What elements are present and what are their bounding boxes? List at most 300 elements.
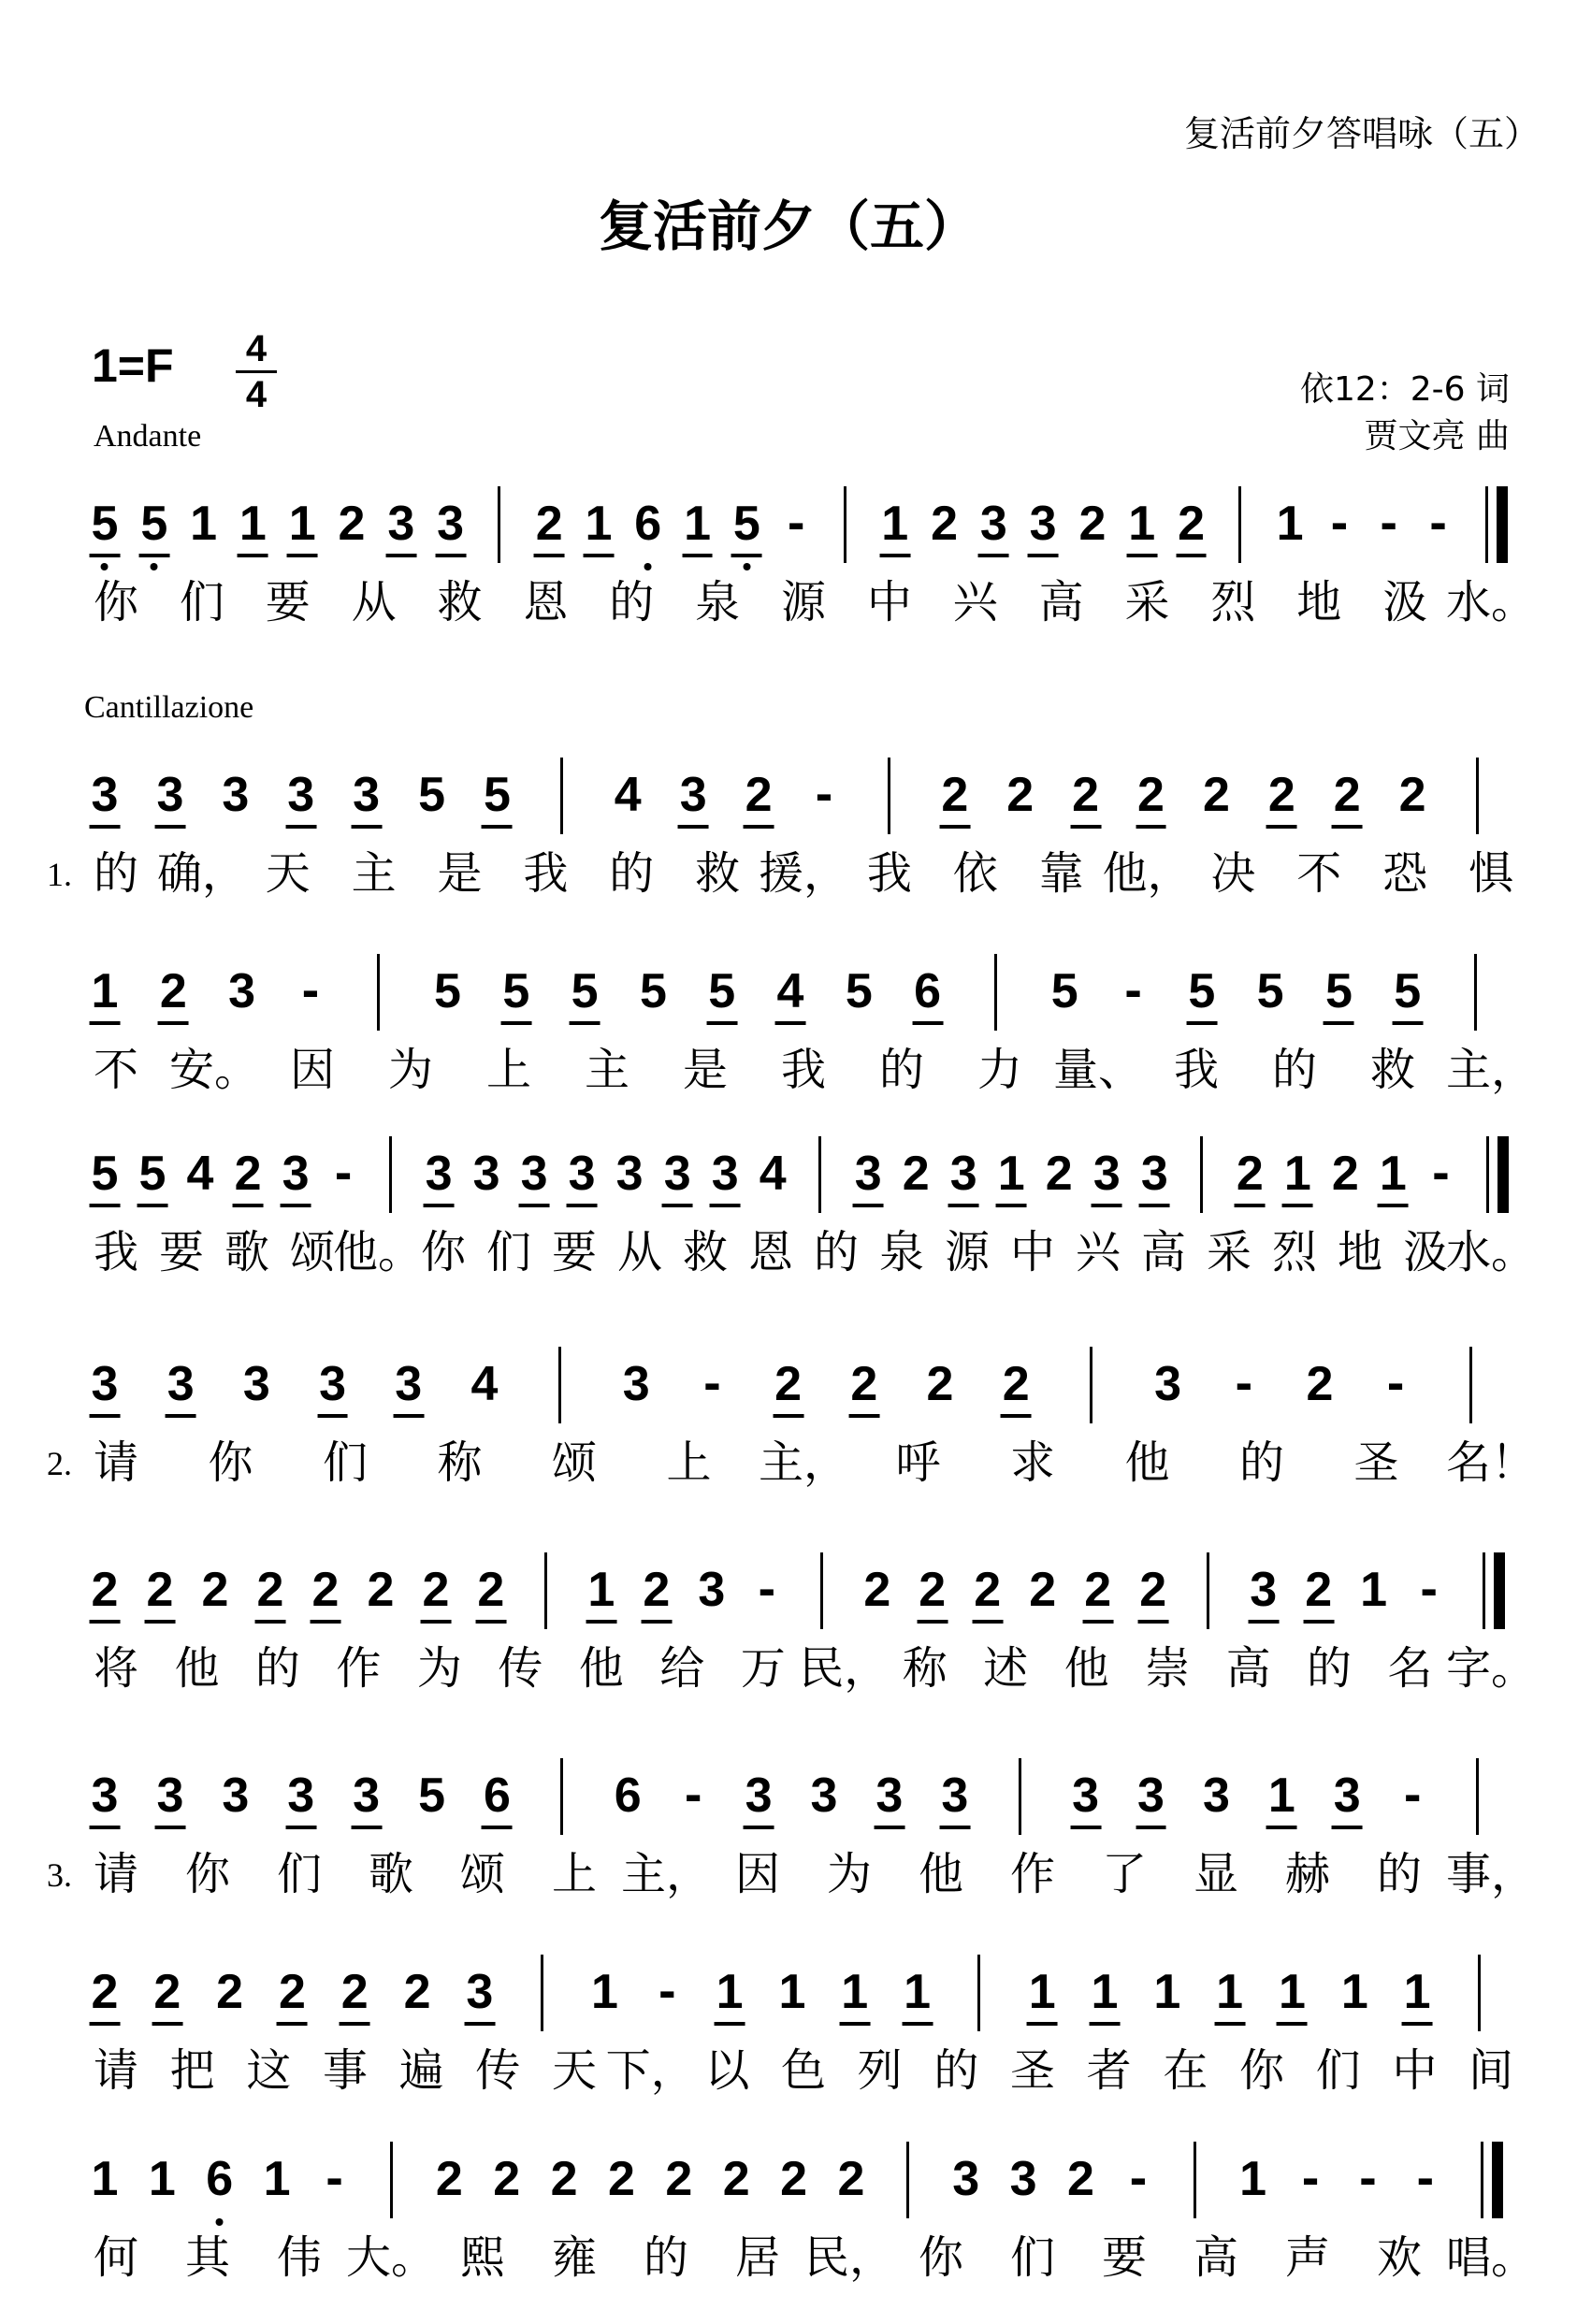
dash-extension: - (684, 1770, 702, 1821)
dash-extension: - (1380, 498, 1398, 549)
note: 1 (1340, 1965, 1368, 2019)
lyric-syllable: 高 (1140, 1226, 1187, 1278)
note: 3 (91, 768, 119, 822)
barline (1090, 1347, 1092, 1423)
note: 2 (216, 1965, 244, 2019)
note: 3 (949, 1147, 977, 1201)
note: 2 (863, 1563, 891, 1617)
lyric-syllable: 称 (902, 1642, 948, 1695)
note: 5 (1050, 964, 1078, 1018)
note: 3 (679, 768, 707, 822)
lyric-syllable: 决 (1210, 847, 1256, 900)
lyric-syllable: 求 (1009, 1436, 1056, 1489)
lyric-syllable: 你 (918, 2231, 964, 2284)
lyric-syllable: 民， (803, 2231, 895, 2284)
note: 2 (1267, 768, 1295, 822)
dash-extension: - (1301, 2154, 1320, 2204)
note: 5 (434, 964, 461, 1018)
note: 4 (759, 1147, 787, 1201)
lyric-syllable: 为 (387, 1044, 434, 1096)
note: 3 (387, 497, 415, 551)
lyric-syllable: 从 (616, 1226, 663, 1278)
note: 3 (810, 1768, 838, 1823)
note: 4 (470, 1357, 499, 1411)
lyric-syllable: 作 (336, 1642, 382, 1695)
note: 1 (1267, 1768, 1295, 1823)
lyric-syllable: 下， (605, 2044, 696, 2097)
score-row (0, 1758, 1577, 1898)
lyric-syllable: 救 (1369, 1044, 1416, 1096)
lyrics-line (0, 847, 1577, 903)
lyric-syllable: 呼 (895, 1436, 941, 1489)
note: 3 (222, 1768, 250, 1823)
note: 6 (634, 497, 662, 551)
note: 1 (1379, 1147, 1407, 1201)
note: 2 (493, 2152, 521, 2206)
lyric-syllable: 地 (1296, 576, 1342, 628)
dash-extension: - (702, 1359, 721, 1409)
note: 2 (403, 1965, 431, 2019)
note: 2 (1331, 1147, 1359, 1201)
note: 1 (1216, 1965, 1244, 2019)
note: 1 (591, 1965, 618, 2019)
final-barline-thick (1492, 2142, 1503, 2218)
lyric-syllable: 要 (551, 1226, 598, 1278)
note: 5 (138, 1147, 166, 1201)
lyric-syllable: 地 (1337, 1226, 1383, 1278)
note: 1 (904, 1965, 932, 2019)
score-row (0, 758, 1577, 898)
note: 2 (201, 1563, 229, 1617)
barline (560, 1758, 563, 1835)
lyric-syllable: 们 (179, 576, 224, 628)
lyric-syllable: 以 (704, 2044, 750, 2097)
dash-extension: - (787, 498, 805, 549)
note: 2 (1067, 2152, 1094, 2206)
note: 1 (778, 1965, 806, 2019)
note: 2 (1002, 1357, 1030, 1411)
lyrics-line (0, 576, 1577, 632)
note: 2 (643, 1563, 671, 1617)
note: 6 (483, 1768, 511, 1823)
lyric-syllable: 遍 (398, 2044, 444, 2097)
lyric-syllable: 我 (523, 847, 569, 900)
note: 1 (881, 497, 909, 551)
lyric-syllable: 字。 (1445, 1642, 1537, 1695)
lyric-syllable: 因 (289, 1044, 336, 1096)
note: 1 (684, 497, 712, 551)
note: 2 (1236, 1147, 1264, 1201)
lyric-syllable: 为 (416, 1642, 462, 1695)
barline (377, 954, 380, 1031)
lyrics-line (0, 1436, 1577, 1493)
note: 2 (665, 2152, 693, 2206)
note: 3 (466, 1965, 494, 2019)
note: 2 (311, 1563, 340, 1617)
note: 2 (91, 1965, 119, 2019)
dash-extension: - (1428, 498, 1448, 549)
lyric-syllable: 汲 (1382, 576, 1428, 628)
note: 3 (1092, 1147, 1121, 1201)
note: 3 (568, 1147, 596, 1201)
lyric-syllable: 的 (878, 1044, 925, 1096)
note: 3 (353, 768, 381, 822)
barline (1476, 1758, 1479, 1835)
note: 2 (1006, 768, 1034, 822)
note: 5 (140, 497, 168, 551)
note: 1 (91, 964, 119, 1018)
note: 3 (91, 1768, 119, 1823)
lyric-syllable: 居 (734, 2231, 781, 2284)
barline (888, 758, 890, 834)
lyric-syllable: 是 (437, 847, 483, 900)
note: 2 (367, 1563, 395, 1617)
lyric-syllable: 泉 (878, 1226, 925, 1278)
note: 2 (1305, 1563, 1333, 1617)
note: 3 (622, 1357, 650, 1411)
tempo-marking: Andante (94, 419, 202, 454)
note: 2 (422, 1563, 450, 1617)
time-signature-bottom: 4 (245, 374, 268, 415)
note: 5 (708, 964, 736, 1018)
note: 2 (774, 1357, 803, 1411)
dash-extension: - (1386, 1359, 1405, 1409)
dash-extension: - (1416, 2154, 1435, 2204)
notation-line (0, 1136, 1577, 1211)
lyric-syllable: 主 (351, 847, 397, 900)
lyric-syllable: 这 (246, 2044, 292, 2097)
note: 2 (1202, 768, 1230, 822)
notation-line (0, 1955, 1577, 2029)
lyric-syllable: 们 (1315, 2044, 1361, 2097)
lyric-syllable: 我 (93, 1226, 139, 1278)
note: 3 (698, 1563, 726, 1617)
lyric-syllable: 高 (1193, 2231, 1239, 2284)
note: 3 (711, 1147, 739, 1201)
note: 5 (1324, 964, 1353, 1018)
dash-extension: - (1330, 498, 1349, 549)
score-row (0, 1136, 1577, 1277)
note: 2 (1137, 768, 1165, 822)
lyric-syllable: 兴 (1075, 1226, 1121, 1278)
lyric-syllable: 源 (780, 576, 827, 628)
final-barline (1483, 1552, 1485, 1629)
lyric-syllable: 力 (977, 1044, 1023, 1096)
dash-extension: - (325, 2154, 344, 2204)
barline (541, 1955, 543, 2031)
lyric-syllable: 水。 (1445, 1226, 1537, 1278)
lyrics-line (0, 1642, 1577, 1698)
lyric-syllable: 他 (918, 1848, 964, 1900)
lyric-syllable: 颂 (459, 1848, 506, 1900)
lyric-syllable: 你 (208, 1436, 253, 1489)
lyric-syllable: 要 (1101, 2231, 1148, 2284)
lyric-syllable: 中 (866, 576, 912, 628)
note: 3 (425, 1147, 453, 1201)
note: 3 (395, 1357, 423, 1411)
barline (1194, 2142, 1196, 2218)
lyric-syllable: 依 (952, 847, 998, 900)
dash-extension: - (1129, 2154, 1148, 2204)
lyric-syllable: 高 (1225, 1642, 1271, 1695)
lyric-syllable: 事 (322, 2044, 369, 2097)
score-row (0, 2142, 1577, 2282)
lyric-syllable: 的 (609, 576, 655, 628)
lyric-syllable: 传 (475, 2044, 521, 2097)
note: 2 (1178, 497, 1205, 551)
lyric-syllable: 兴 (952, 576, 998, 628)
lyric-syllable: 我 (866, 847, 912, 900)
note: 3 (1140, 1147, 1168, 1201)
lyric-syllable: 你 (1238, 2044, 1285, 2097)
lyric-syllable: 救 (695, 847, 741, 900)
barline (390, 2142, 393, 2218)
lyric-syllable: 泉 (695, 576, 741, 628)
verse-number: 2. (47, 1445, 72, 1482)
lyric-syllable: 的 (609, 847, 655, 900)
lyric-syllable: 援， (758, 847, 849, 900)
lyric-syllable: 要 (265, 576, 311, 628)
lyric-syllable: 他 (578, 1642, 624, 1695)
note: 3 (875, 1768, 904, 1823)
lyric-syllable: 不 (1296, 847, 1342, 900)
note: 5 (483, 768, 511, 822)
note: 3 (166, 1357, 195, 1411)
note: 2 (477, 1563, 505, 1617)
note: 1 (716, 1965, 744, 2019)
note: 3 (615, 1147, 644, 1201)
note: 3 (156, 1768, 184, 1823)
lyric-syllable: 事， (1445, 1848, 1537, 1900)
note: 2 (1078, 497, 1107, 551)
note: 3 (941, 1768, 969, 1823)
lyrics-line (0, 1226, 1577, 1282)
note: 2 (850, 1357, 878, 1411)
lyrics-line (0, 1848, 1577, 1904)
lyric-syllable: 从 (351, 576, 397, 628)
dash-extension: - (1420, 1565, 1439, 1615)
barline (1019, 1758, 1021, 1835)
lyric-syllable: 的 (1376, 1848, 1423, 1900)
note: 3 (472, 1147, 500, 1201)
note: 3 (437, 497, 465, 551)
time-signature-top: 4 (245, 328, 268, 369)
lyric-syllable: 请 (93, 1848, 139, 1900)
lyric-syllable: 他 (1124, 1436, 1170, 1489)
lyric-syllable: 我 (780, 1044, 827, 1096)
lyric-syllable: 他。 (332, 1226, 424, 1278)
score-row (0, 954, 1577, 1094)
note: 5 (845, 964, 873, 1018)
lyric-syllable: 主， (1445, 1044, 1537, 1096)
note: 2 (278, 1965, 306, 2019)
note: 5 (1394, 964, 1422, 1018)
lyric-syllable: 们 (276, 1848, 323, 1900)
dash-extension: - (658, 1967, 676, 2017)
note: 3 (1202, 1768, 1230, 1823)
notation-line (0, 1552, 1577, 1627)
lyric-syllable: 要 (158, 1226, 205, 1278)
note: 4 (614, 768, 642, 822)
lyric-syllable: 采 (1124, 576, 1170, 628)
note: 2 (1139, 1563, 1167, 1617)
lyric-syllable: 万 (740, 1642, 786, 1695)
composer-credit: 贾文亮 曲 (1364, 417, 1510, 455)
key-signature: 1=F (92, 339, 174, 392)
verse-number: 1. (47, 856, 72, 893)
notation-line (0, 758, 1577, 832)
note: 2 (340, 1965, 369, 2019)
lyric-syllable: 将 (93, 1642, 139, 1695)
lyric-syllable: 的 (1271, 1044, 1318, 1096)
time-signature (236, 329, 277, 414)
dash-extension: - (1235, 1359, 1253, 1409)
lyric-syllable: 的 (1307, 1642, 1353, 1695)
lyric-syllable: 采 (1206, 1226, 1252, 1278)
barline (558, 1347, 561, 1423)
lyricist-credit: 依12：2-6 词 (1299, 370, 1510, 409)
lyric-syllable: 们 (485, 1226, 532, 1278)
score-row (0, 1955, 1577, 2095)
note: 3 (1250, 1563, 1278, 1617)
lyric-syllable: 们 (1009, 2231, 1056, 2284)
lyric-syllable: 显 (1193, 1848, 1239, 1900)
note: 3 (979, 497, 1007, 551)
lyric-syllable: 民， (799, 1642, 890, 1695)
barline (544, 1552, 547, 1629)
note: 3 (952, 2152, 980, 2206)
note: 3 (745, 1768, 773, 1823)
note: 1 (1091, 1965, 1119, 2019)
lyric-syllable: 主， (620, 1848, 712, 1900)
dash-extension: - (1431, 1148, 1450, 1199)
note: 3 (1072, 1768, 1100, 1823)
note: 3 (520, 1147, 548, 1201)
lyric-syllable: 他 (174, 1642, 220, 1695)
note: 1 (239, 497, 267, 551)
note: 2 (1398, 768, 1426, 822)
note: 1 (91, 2152, 119, 2206)
lyric-syllable: 我 (1173, 1044, 1220, 1096)
note: 1 (263, 2152, 291, 2206)
notation-line (0, 486, 1577, 561)
final-barline (1485, 486, 1488, 563)
note: 5 (418, 1768, 445, 1823)
lyric-syllable: 他， (1102, 847, 1193, 900)
lyric-syllable: 烈 (1271, 1226, 1318, 1278)
note: 3 (854, 1147, 882, 1201)
lyric-syllable: 中 (1392, 2044, 1438, 2097)
note: 3 (287, 1768, 315, 1823)
note: 3 (156, 768, 184, 822)
note: 2 (1306, 1357, 1334, 1411)
lyric-syllable: 歌 (368, 1848, 414, 1900)
note: 3 (1029, 497, 1057, 551)
note: 3 (1009, 2152, 1037, 2206)
lyric-syllable: 的 (643, 2231, 689, 2284)
barline (1478, 1955, 1481, 2031)
final-barline-thick (1494, 1552, 1505, 1629)
note: 2 (941, 768, 969, 822)
barline (1207, 1552, 1209, 1629)
dash-extension: - (1358, 2154, 1377, 2204)
score-row (0, 486, 1577, 627)
final-barline (1481, 2142, 1483, 2218)
note: 6 (614, 1768, 642, 1823)
dash-extension: - (815, 770, 833, 820)
page-title: 复活前夕（五） (598, 195, 978, 258)
barline (1200, 1136, 1203, 1213)
lyric-syllable: 因 (734, 1848, 781, 1900)
note: 3 (91, 1357, 119, 1411)
note: 5 (639, 964, 667, 1018)
lyric-syllable: 歌 (224, 1226, 270, 1278)
lyric-syllable: 天 (265, 847, 311, 900)
note: 2 (91, 1563, 119, 1617)
lyric-syllable: 大。 (345, 2231, 437, 2284)
lyric-syllable: 中 (1009, 1226, 1056, 1278)
lyric-syllable: 源 (944, 1226, 991, 1278)
barline (977, 1955, 980, 2031)
note: 2 (607, 2152, 635, 2206)
lyric-syllable: 恩 (747, 1226, 794, 1278)
note: 1 (997, 1147, 1025, 1201)
lyric-syllable: 的 (933, 2044, 979, 2097)
final-barline-thick (1497, 486, 1508, 563)
lyric-syllable: 的 (1238, 1436, 1285, 1489)
dash-extension: - (758, 1565, 776, 1615)
barline (560, 758, 563, 834)
lyric-syllable: 欢 (1376, 2231, 1423, 2284)
lyric-syllable: 何 (93, 2231, 139, 2284)
lyric-syllable: 作 (1009, 1848, 1056, 1900)
note: 2 (159, 964, 187, 1018)
note: 1 (190, 497, 218, 551)
note: 1 (1283, 1147, 1311, 1201)
series-title: 复活前夕答唱咏（五） (1183, 113, 1540, 154)
notation-line (0, 1347, 1577, 1422)
barline (818, 1136, 821, 1213)
lyric-syllable: 为 (826, 1848, 873, 1900)
lyric-syllable: 色 (780, 2044, 827, 2097)
note: 1 (1403, 1965, 1431, 2019)
notation-line (0, 2142, 1577, 2216)
note: 2 (1045, 1147, 1073, 1201)
note: 2 (550, 2152, 578, 2206)
barline (1476, 758, 1479, 834)
note: 1 (1028, 1965, 1056, 2019)
note: 3 (242, 1357, 270, 1411)
lyric-syllable: 请 (93, 2044, 139, 2097)
lyric-syllable: 天 (551, 2044, 598, 2097)
lyric-syllable: 安。 (168, 1044, 260, 1096)
lyric-syllable: 的 (93, 847, 139, 900)
lyric-syllable: 伟 (276, 2231, 323, 2284)
note: 5 (91, 1147, 119, 1201)
note: 1 (841, 1965, 869, 2019)
lyric-syllable: 恐 (1382, 847, 1428, 900)
score-row (0, 1347, 1577, 1487)
lyric-syllable: 间 (1468, 2044, 1514, 2097)
note: 2 (974, 1563, 1002, 1617)
barline (1469, 1347, 1472, 1423)
barline (994, 954, 997, 1031)
barline (820, 1552, 823, 1629)
credits (1300, 367, 1510, 460)
barline (1238, 486, 1241, 563)
lyric-syllable: 了 (1101, 1848, 1148, 1900)
note: 3 (1137, 1768, 1165, 1823)
